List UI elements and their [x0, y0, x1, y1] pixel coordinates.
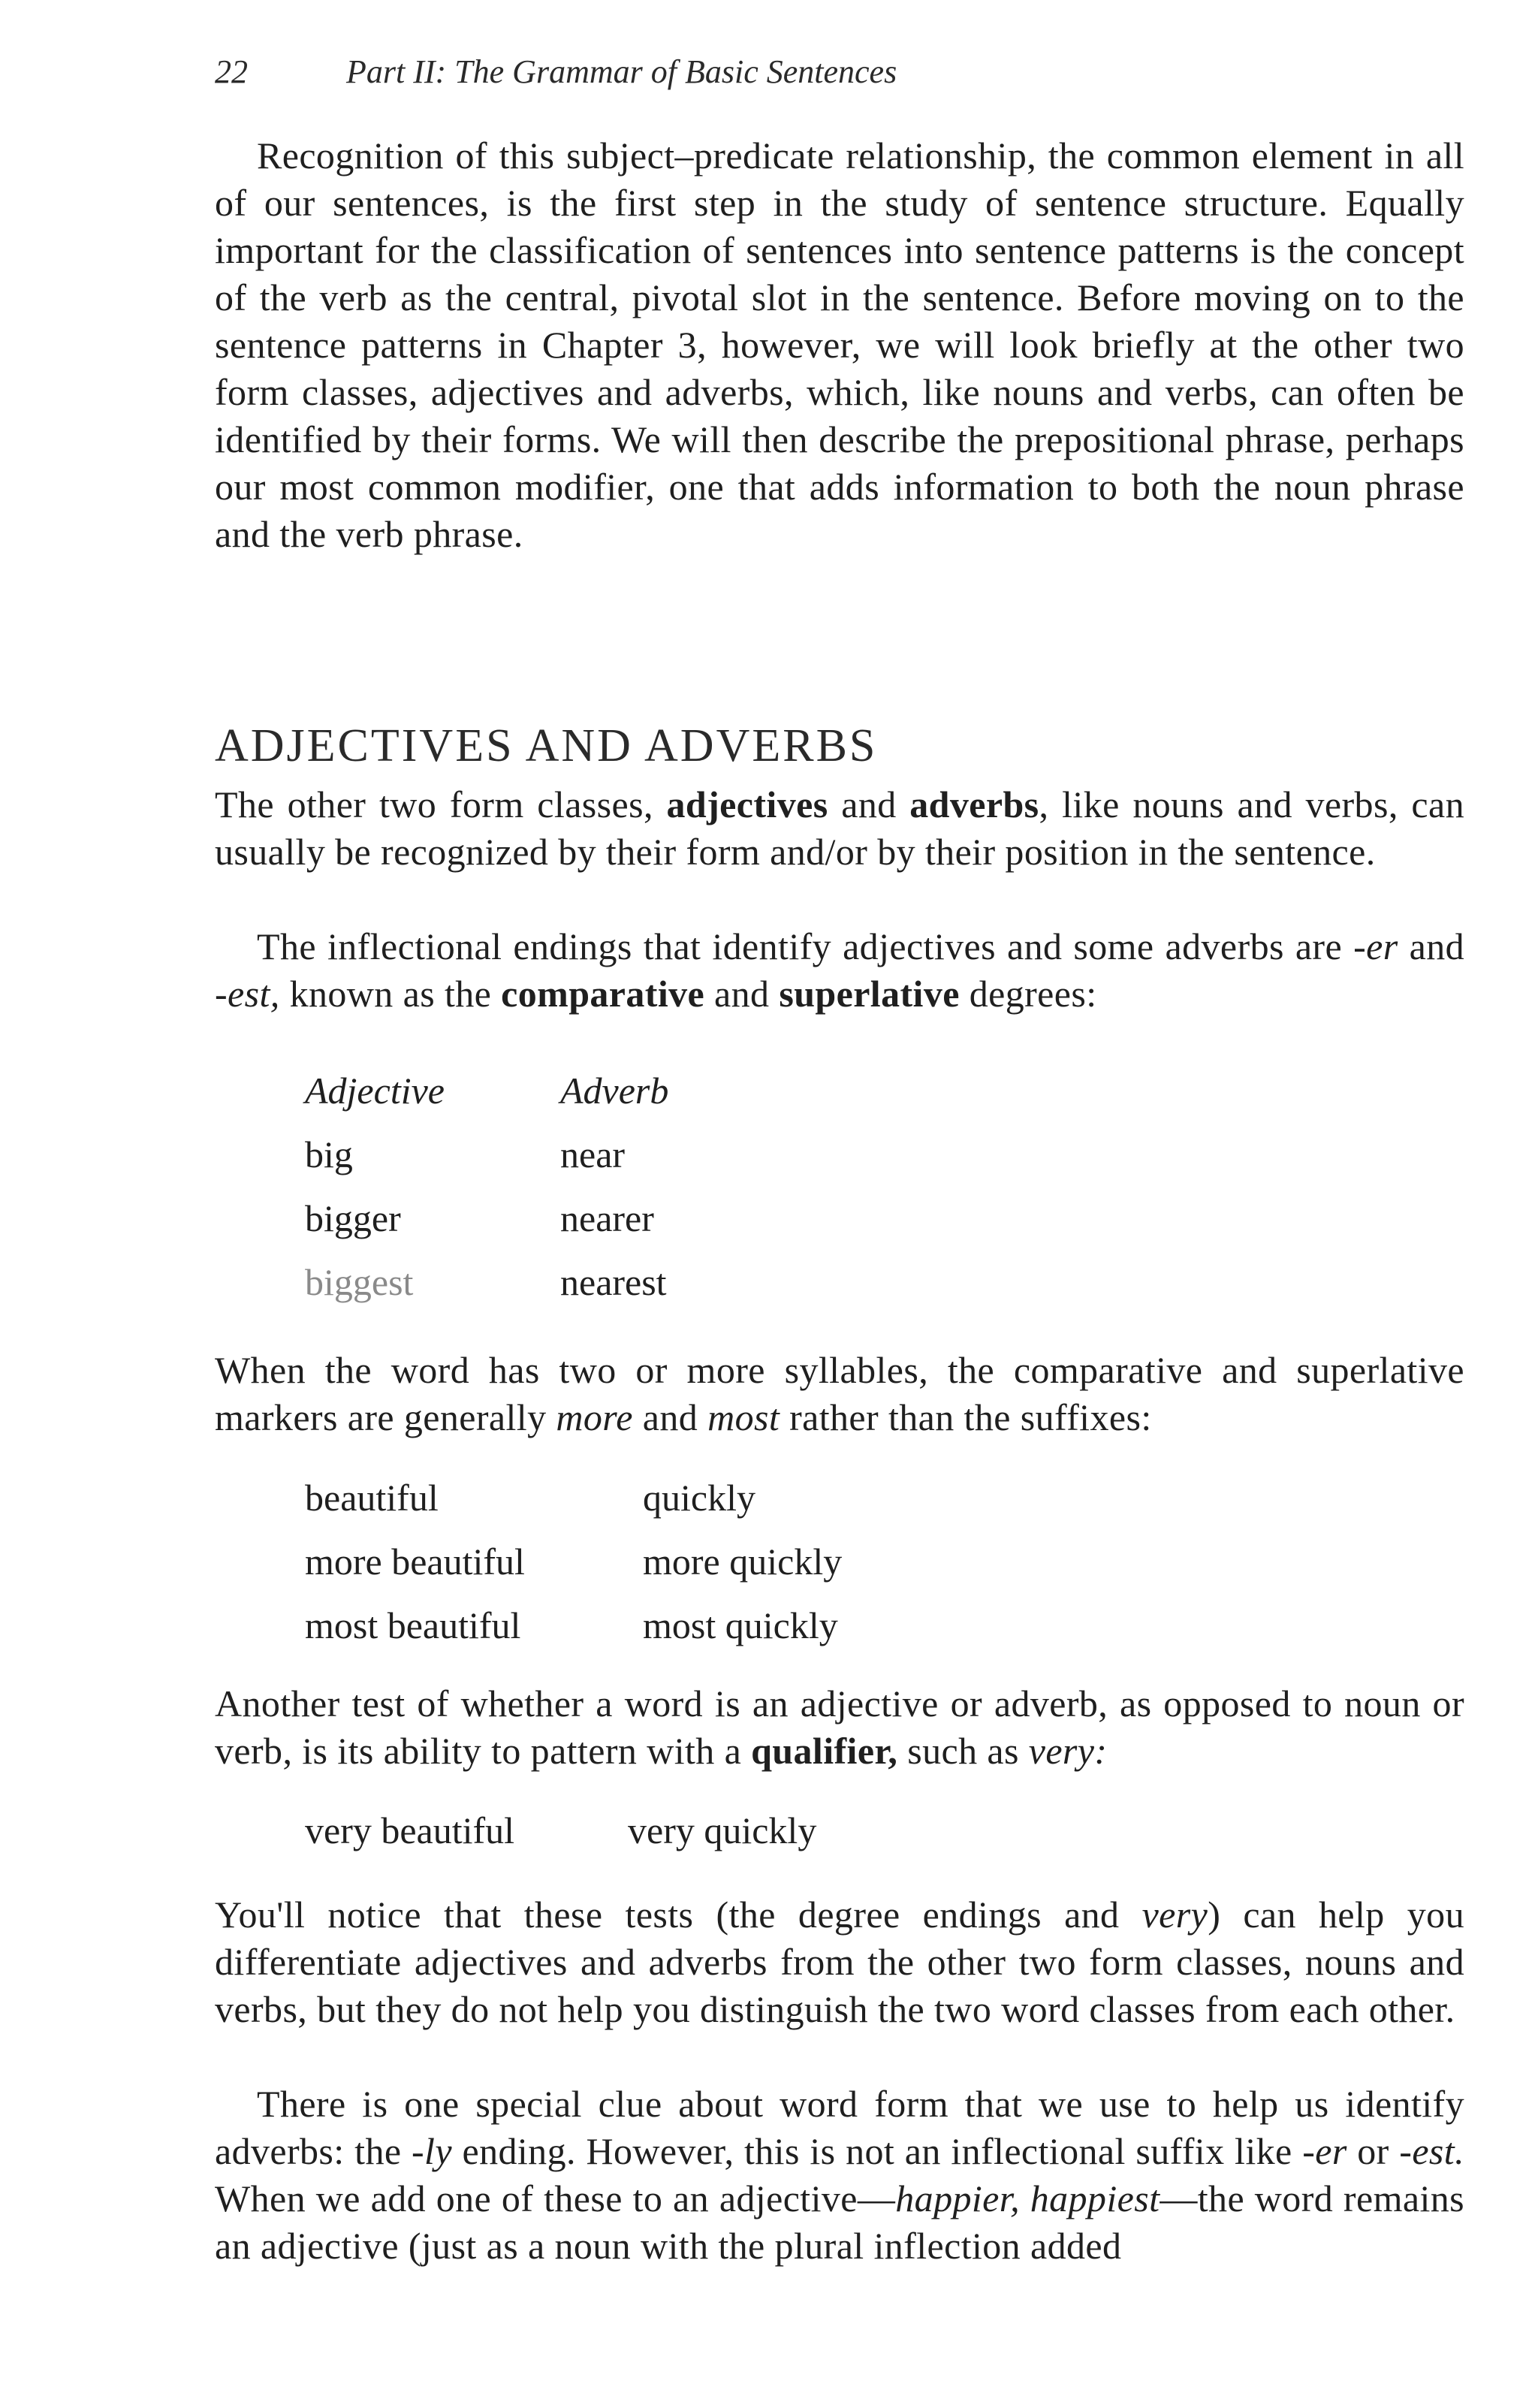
term-adjectives: adjectives: [666, 783, 828, 825]
term-qualifier: qualifier,: [751, 1730, 898, 1772]
term-adverbs: adverbs: [909, 783, 1039, 825]
column-header-adjective: Adjective: [305, 1070, 445, 1112]
table-row: big near: [305, 1133, 626, 1175]
paragraph-syllables: When the word has two or more syllables, the comparative and superlative markers are generally more and most rather than the suffixes:: [215, 1349, 1464, 1438]
table-row: very beautiful very quickly: [305, 1809, 817, 1851]
paragraph-qualifier: Another test of whether a word is an adjective or adverb, as opposed to noun or verb, is its ability to pattern with a qualifier, such as very:: [215, 1682, 1464, 1772]
table-row: more beautiful more quickly: [305, 1540, 843, 1583]
paragraph-inflectional-endings: The inflectional endings that identify adjectives and some adverbs are -er and -est, known as the comparative and superlative degrees:: [215, 925, 1464, 1015]
running-title: Part II: The Grammar of Basic Sentences: [346, 53, 897, 90]
intro-paragraph: Recognition of this subject–predicate relationship, the common element in all of our sentences, is the first step in the study of sentence structure. Equally important for the classification of sentences into sentence patterns is the concept of the verb as the central, pivotal slot in the sentence. Before moving on to the sentence patterns in Chapter 3, however, we will look briefly at the other two form classes, adjectives and adverbs, which, like nouns and verbs, can often be identified by their forms. We will then describe the prepositional phrase, perhaps our most common modifier, one that adds information to both the noun phrase and the verb phrase.: [215, 134, 1464, 555]
section-heading: ADJECTIVES AND ADVERBS: [215, 720, 878, 771]
table-header-row: [305, 1059, 668, 1123]
column-header-adverb: Adverb: [560, 1070, 669, 1112]
table-row: beautiful quickly: [305, 1477, 755, 1519]
table-row: most beautiful most quickly: [305, 1604, 838, 1646]
term-comparative: comparative: [501, 973, 705, 1015]
page-number: 22: [215, 53, 248, 90]
degree-table: [305, 1059, 668, 1314]
running-header: [215, 53, 897, 91]
table-row: bigger nearer: [305, 1197, 654, 1239]
table-row: biggest nearest: [305, 1261, 667, 1303]
paragraph-tests: You'll notice that these tests (the degree endings and very) can help you differentiate adjectives and adverbs from the other two form classes, nouns and verbs, but they do not help you distinguish the two word classes from each other.: [215, 1894, 1464, 2030]
term-superlative: superlative: [779, 973, 960, 1015]
more-most-table: [305, 1466, 842, 1658]
paragraph-form-classes: The other two form classes, adjectives and adverbs, like nouns and verbs, can usually be recognized by their form and/or by their position in the sentence.: [215, 783, 1464, 873]
paragraph-ly-ending: There is one special clue about word form that we use to help us identify adverbs: the -ly ending. However, this is not an inflectional suffix like -er or -est. When we add one of these to an adjective—happier, happiest—the word remains an adjective (just as a noun with the plural inflection added: [215, 2083, 1464, 2267]
qualifier-example: [305, 1799, 816, 1863]
